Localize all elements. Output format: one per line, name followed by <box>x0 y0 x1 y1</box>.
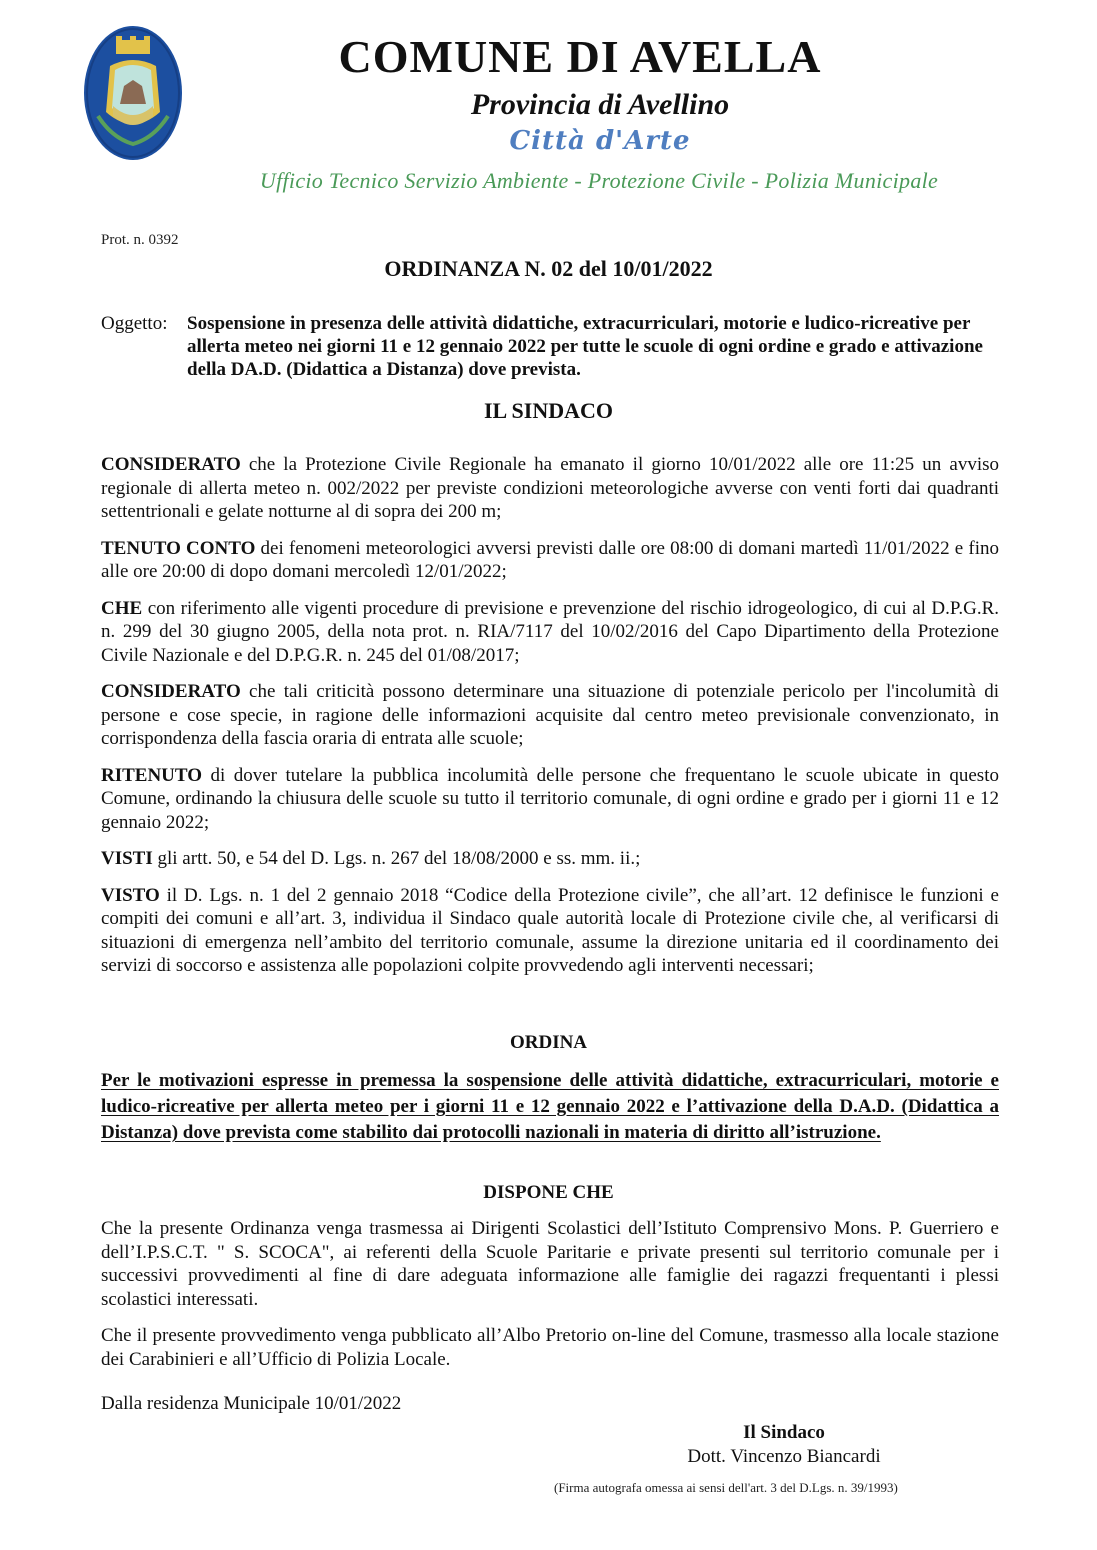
offices-line: Ufficio Tecnico Servizio Ambiente - Protezione Civile - Polizia Municipale <box>259 168 939 193</box>
recital-paragraph <box>101 680 999 751</box>
ordinance-title: ORDINANZA N. 02 del 10/01/2022 <box>384 256 713 281</box>
recital-lead: VISTO <box>101 884 160 906</box>
recital-text: che la Protezione Civile Regionale ha emanato il giorno 10/01/2022 alle ore 11:25 un avviso regionale di allerta meteo n. 002/2022 per previste condizioni meteorologiche avverse con venti forti dai quadranti settentrionali e gelate notturne al di sopra dei 200 m; <box>101 454 999 522</box>
recital-paragraph <box>101 764 999 835</box>
place-date: Dalla residenza Municipale 10/01/2022 <box>101 1393 402 1414</box>
order-heading: ORDINA <box>509 1032 588 1053</box>
recital-lead: CONSIDERATO <box>101 681 241 702</box>
recital-text: con riferimento alle vigenti procedure di previsione e prevenzione del rischio idrogeologico, di cui al D.P.G.R. n. 299 del 30 giugno 2005, della nota prot. n. RIA/7117 del 10/02/2016 del Capo Dipartimento della Protezione Civile Nazionale e del D.P.G.R. n. 245 del 01/08/2017; <box>101 597 999 666</box>
order-text: Per le motivazioni espresse in premessa la sospensione delle attività didattiche, extracurriculari, motorie e ludico-ricreative per allerta meteo per i giorni 11 e 12 gennaio 2022 e l’attivazione della D.A.D. (Didattica a Distanza) dove prevista come stabilito dai protocolli nazionali in materia di diritto all’istruzione. <box>101 1070 999 1143</box>
recital-paragraph <box>101 597 999 668</box>
province-subtitle: Provincia di Avellino <box>470 88 730 121</box>
subject-block <box>101 312 1001 381</box>
recital-lead: CHE <box>101 597 143 619</box>
municipality-title: COMUNE DI AVELLA <box>338 31 822 82</box>
recital-text: di dover tutelare la pubblica incolumità delle persone che frequentano le scuole ubicate in questo Comune, ordinando la chiusura delle scuole su tutto il territorio comunale, di ogni ordine e grado per i giorni 11 e 12 gennaio 2022; <box>101 764 999 833</box>
recital-text: gli artt. 50, e 54 del D. Lgs. n. 267 del 18/08/2000 e ss. mm. ii.; <box>152 848 641 869</box>
signatory-name: Dott. Vincenzo Biancardi <box>687 1446 881 1467</box>
recital-paragraph <box>101 537 999 584</box>
recital-text: dei fenomeni meteorologici avversi previsti dalle ore 08:00 di domani martedì 11/01/2022 e fino alle ore 20:00 di dopo domani mercoledì 12/01/2022; <box>101 537 999 582</box>
dispose-heading: DISPONE CHE <box>483 1182 614 1203</box>
authority-heading: IL SINDACO <box>484 398 613 423</box>
signatory-title: Il Sindaco <box>743 1422 825 1443</box>
recital-lead: RITENUTO <box>101 764 203 786</box>
recital-text: il D. Lgs. n. 1 del 2 gennaio 2018 “Codice della Protezione civile”, che all’art. 12 definisce le funzioni e compiti dei comuni e all’art. 3, individua il Sindaco quale autorità locale di Protezione civile che, al verificarsi di situazioni di emergenza nell’ambito del territorio comunale, assume la direzione unitaria ed il coordinamento dei servizi di soccorso e assistenza alle popolazioni colpite provvedendo agli interventi necessari; <box>101 884 999 976</box>
recital-paragraph <box>101 847 999 871</box>
subject-label: Oggetto: <box>101 313 168 334</box>
disposition-paragraph: Che il presente provvedimento venga pubblicato all’Albo Pretorio on-line del Comune, trasmesso alla locale stazione dei Carabinieri e all’Ufficio di Polizia Locale. <box>101 1325 999 1370</box>
dispositions-section <box>101 1217 999 1384</box>
signature-note: (Firma autografa omessa ai sensi dell'art. 3 del D.Lgs. n. 39/1993) <box>554 1480 898 1495</box>
recital-paragraph <box>101 884 999 978</box>
subject-text: Sospensione in presenza delle attività didattiche, extracurriculari, motorie e ludico-ricreative per allerta meteo nei giorni 11 e 12 gennaio 2022 per tutte le scuole di ogni ordine e grado e attivazione della DA.D. (Didattica a Distanza) dove prevista. <box>187 313 983 380</box>
recital-lead: CONSIDERATO <box>101 454 241 475</box>
protocol-number: Prot. n. 0392 <box>101 232 179 248</box>
recital-lead: VISTI <box>101 848 153 869</box>
disposition-paragraph: Che la presente Ordinanza venga trasmessa ai Dirigenti Scolastici dell’Istituto Comprensivo Mons. P. Guerriero e dell’I.P.S.C.T. " S. SCOCA", ai referenti della Scuole Paritarie e private presenti sul territorio comunale per i successivi provvedimenti al fine di dare adeguata informazione alle famiglie dei ragazzi frequentanti i plessi scolastici interessati. <box>101 1218 999 1310</box>
recital-text: che tali criticità possono determinare una situazione di potenziale pericolo per l'incolumità di persone e cose specie, in ragione delle informazioni acquisite dal centro meteo previsionale convenzionato, in corrispondenza della fascia oraria di entrata alle scuole; <box>101 681 999 749</box>
recital-paragraph <box>101 453 999 524</box>
recital-lead: TENUTO CONTO <box>101 537 256 559</box>
recitals-section <box>101 453 999 991</box>
city-label: Città d'Arte <box>509 126 691 156</box>
